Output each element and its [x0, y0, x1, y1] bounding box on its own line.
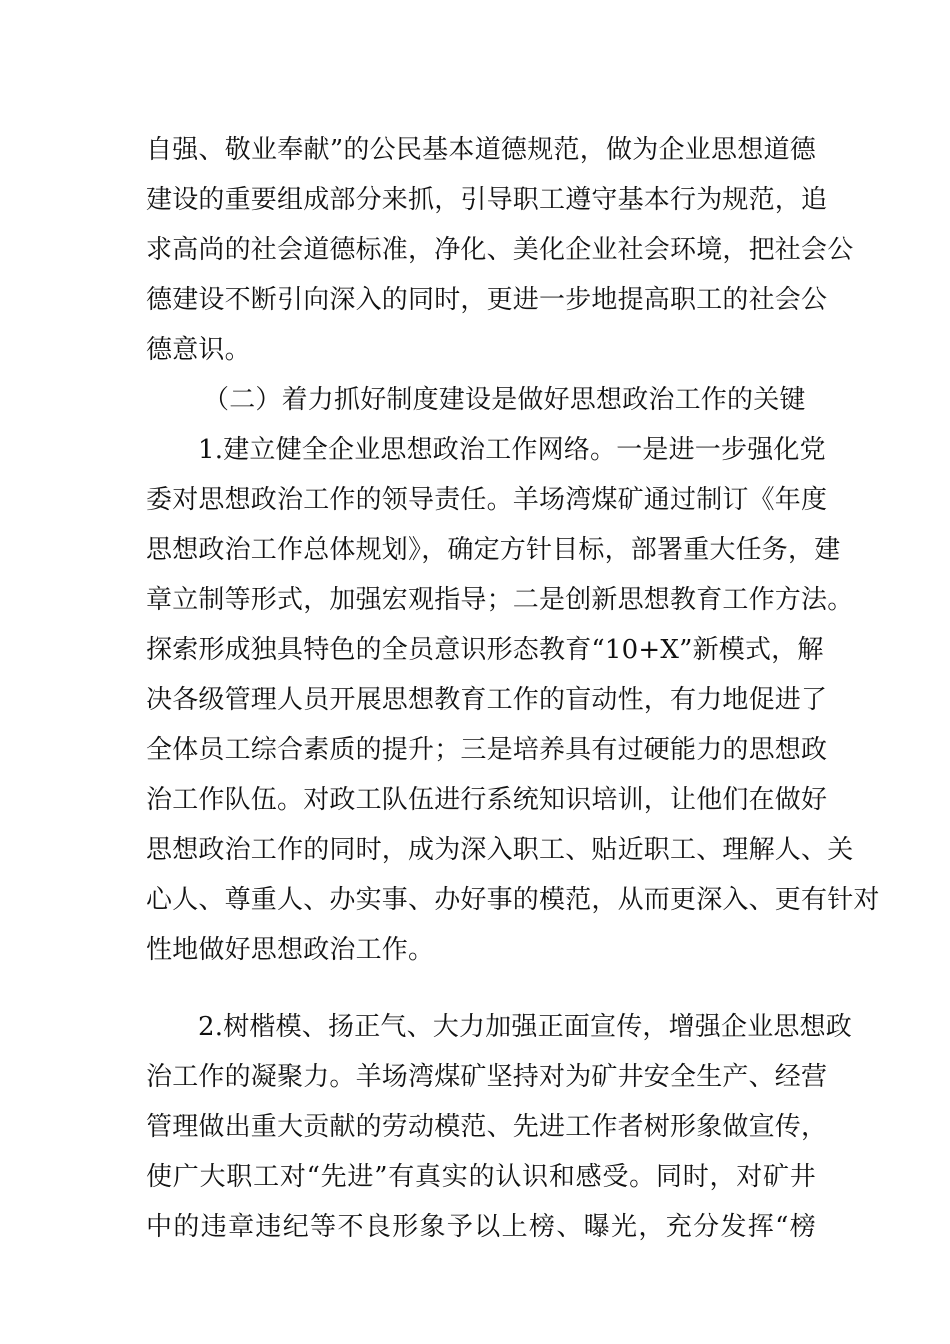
- body-text-line: 性地做好思想政治工作。: [146, 935, 435, 965]
- body-text-line: 思想政治工作的同时，成为深入职工、贴近职工、理解人、关: [146, 835, 854, 865]
- body-text-line: 探索形成独具特色的全员意识形态教育“10+X”新模式，解: [146, 635, 824, 665]
- body-text-line: 求高尚的社会道德标准，净化、美化企业社会环境，把社会公: [146, 235, 854, 265]
- body-text-line: 管理做出重大贡献的劳动模范、先进工作者树形象做宣传，: [146, 1112, 828, 1142]
- body-text-line: 委对思想政治工作的领导责任。羊场湾煤矿通过制订《年度: [146, 485, 828, 515]
- body-text-line: 德建设不断引向深入的同时，更进一步地提高职工的社会公: [146, 285, 828, 315]
- body-text-line: 使广大职工对“先进”有真实的认识和感受。同时，对矿井: [146, 1162, 816, 1192]
- body-text-line: 治工作队伍。对政工队伍进行系统知识培训，让他们在做好: [146, 785, 828, 815]
- paragraph-first-line: 1.建立健全企业思想政治工作网络。一是进一步强化党: [198, 435, 826, 465]
- body-text-line: 心人、尊重人、办实事、办好事的模范，从而更深入、更有针对: [146, 885, 880, 915]
- body-text-line: 全体员工综合素质的提升；三是培养具有过硬能力的思想政: [146, 735, 828, 765]
- paragraph-first-line: 2.树楷模、扬正气、大力加强正面宣传，增强企业思想政: [198, 1012, 853, 1042]
- body-text-line: 中的违章违纪等不良形象予以上榜、曝光，充分发挥“榜: [146, 1212, 816, 1242]
- body-text-line: 决各级管理人员开展思想教育工作的盲动性，有力地促进了: [146, 685, 828, 715]
- body-text-line: 德意识。: [146, 335, 251, 365]
- body-text-line: 思想政治工作总体规划》，确定方针目标，部署重大任务，建: [146, 535, 841, 565]
- body-text-line: 建设的重要组成部分来抓，引导职工遵守基本行为规范，追: [146, 185, 828, 215]
- body-text-line: 自强、敬业奉献”的公民基本道德规范，做为企业思想道德: [146, 135, 816, 165]
- body-text-line: 章立制等形式，加强宏观指导；二是创新思想教育工作方法。: [146, 585, 854, 615]
- body-text-line: 治工作的凝聚力。羊场湾煤矿坚持对为矿井安全生产、经营: [146, 1062, 828, 1092]
- section-heading: （二）着力抓好制度建设是做好思想政治工作的关键: [203, 385, 806, 415]
